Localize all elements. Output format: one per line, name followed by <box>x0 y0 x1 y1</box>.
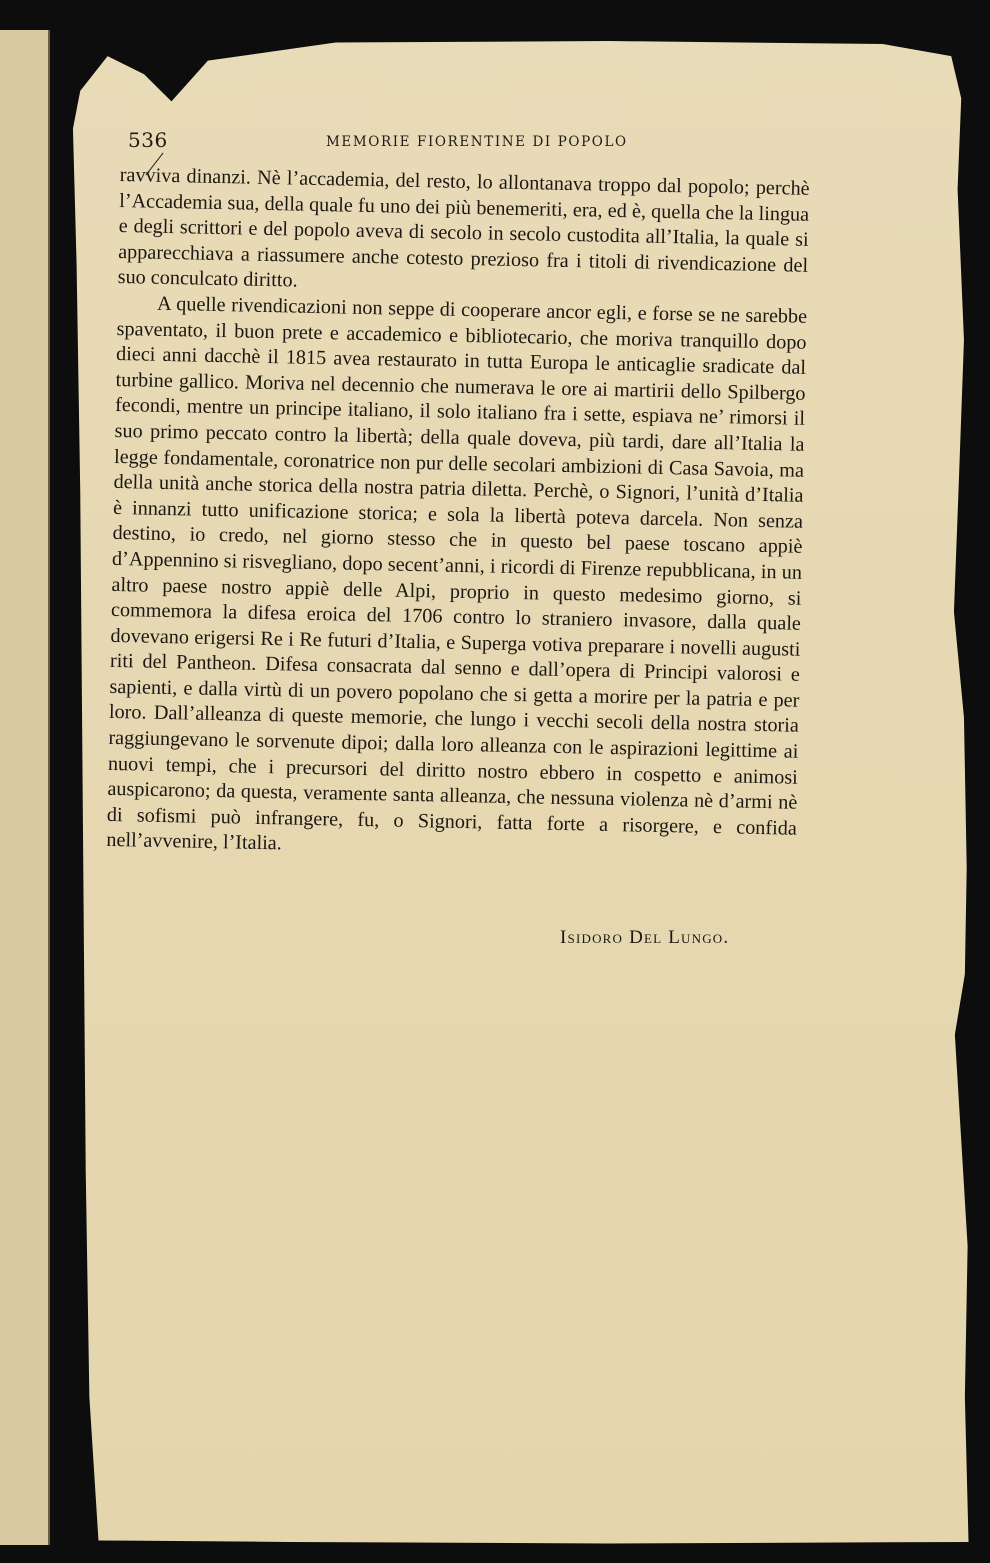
page-content <box>62 38 974 1548</box>
paragraph-2: A quelle rivendicazioni non seppe di cooperare ancor egli, e forse se ne sarebbe spaventato, il buon prete e accademico e bibliotecario, che moriva tranquillo dopo dieci anni dacchè il 1815 avea restaurato in tutta Europa le anticaglie sradicate dal turbine gallico. Moriva nel decennio che numerava le ore ai martirii dello Spilbergo fecondi, mentre un principe italiano, il solo italiano fra i sette, espiava ne’ rimorsi il suo primo peccato contro la libertà; della quale doveva, più tardi, dare all’Italia la legge fondamentale, coronatrice non pur delle secolari ambizioni di Casa Savoia, ma della unità anche storica della nostra patria diletta. Perchè, o Signori, l’unità d’Italia è innanzi tutto unificazione storica; e sola la libertà poteva darcela. Non senza destino, io credo, nel giorno stesso che in questo bel paese toscano appiè d’Appennino si risvegliano, dopo secent’anni, i ricordi di Firenze repubblicana, in un altro paese nostro appiè delle Alpi, proprio in questo medesimo giorno, si commemora la difesa eroica del 1706 contro lo straniero invasore, dalla quale dovevano erigersi Re i Re futuri d’Italia, e Superga votiva preparare i novelli augusti riti del Pantheon. Difesa consacrata dal senno e dall’opera di Principi valorosi e sapienti, e dalla virtù di un povero popolano che si getta a morire per la patria e per loro. Dall’alleanza di queste memorie, che lungo i vecchi secoli della nostra storia raggiungevano le sorvenute dipoi; dalla loro alleanza con le aspirazioni legittime ai nuovi tempi, che i precursori del diritto nostro ebbero in cospetto e animosi auspicarono; da questa, veramente santa alleanza, che nessuna violenza nè d’armi nè di sofismi può infrangere, fu, o Signori, fatta forte a risorgere, e confida nell’avvenire, l’Italia. <box>106 292 808 855</box>
author-signature: Isidoro Del Lungo. <box>560 927 730 948</box>
adjacent-page-edge <box>0 30 50 1545</box>
page-number: 536 <box>128 128 168 152</box>
page-header <box>128 128 828 156</box>
body-text <box>106 163 810 868</box>
paragraph-1: ravviva dinanzi. Nè l’accademia, del resto, lo allontanava troppo dal popolo; perchè l’Accademia sua, della quale fu uno dei più benemeriti, era, ed è, quella che la lingua e degli scrittori e del popolo aveva di secolo in secolo custodita all’Italia, la quale si apparecchiava a riassumere anche cotesto prezioso fra i titoli di rivendicazione del suo conculcato diritto. <box>117 163 810 292</box>
running-head: MEMORIE FIORENTINE DI POPOLO <box>326 134 628 150</box>
